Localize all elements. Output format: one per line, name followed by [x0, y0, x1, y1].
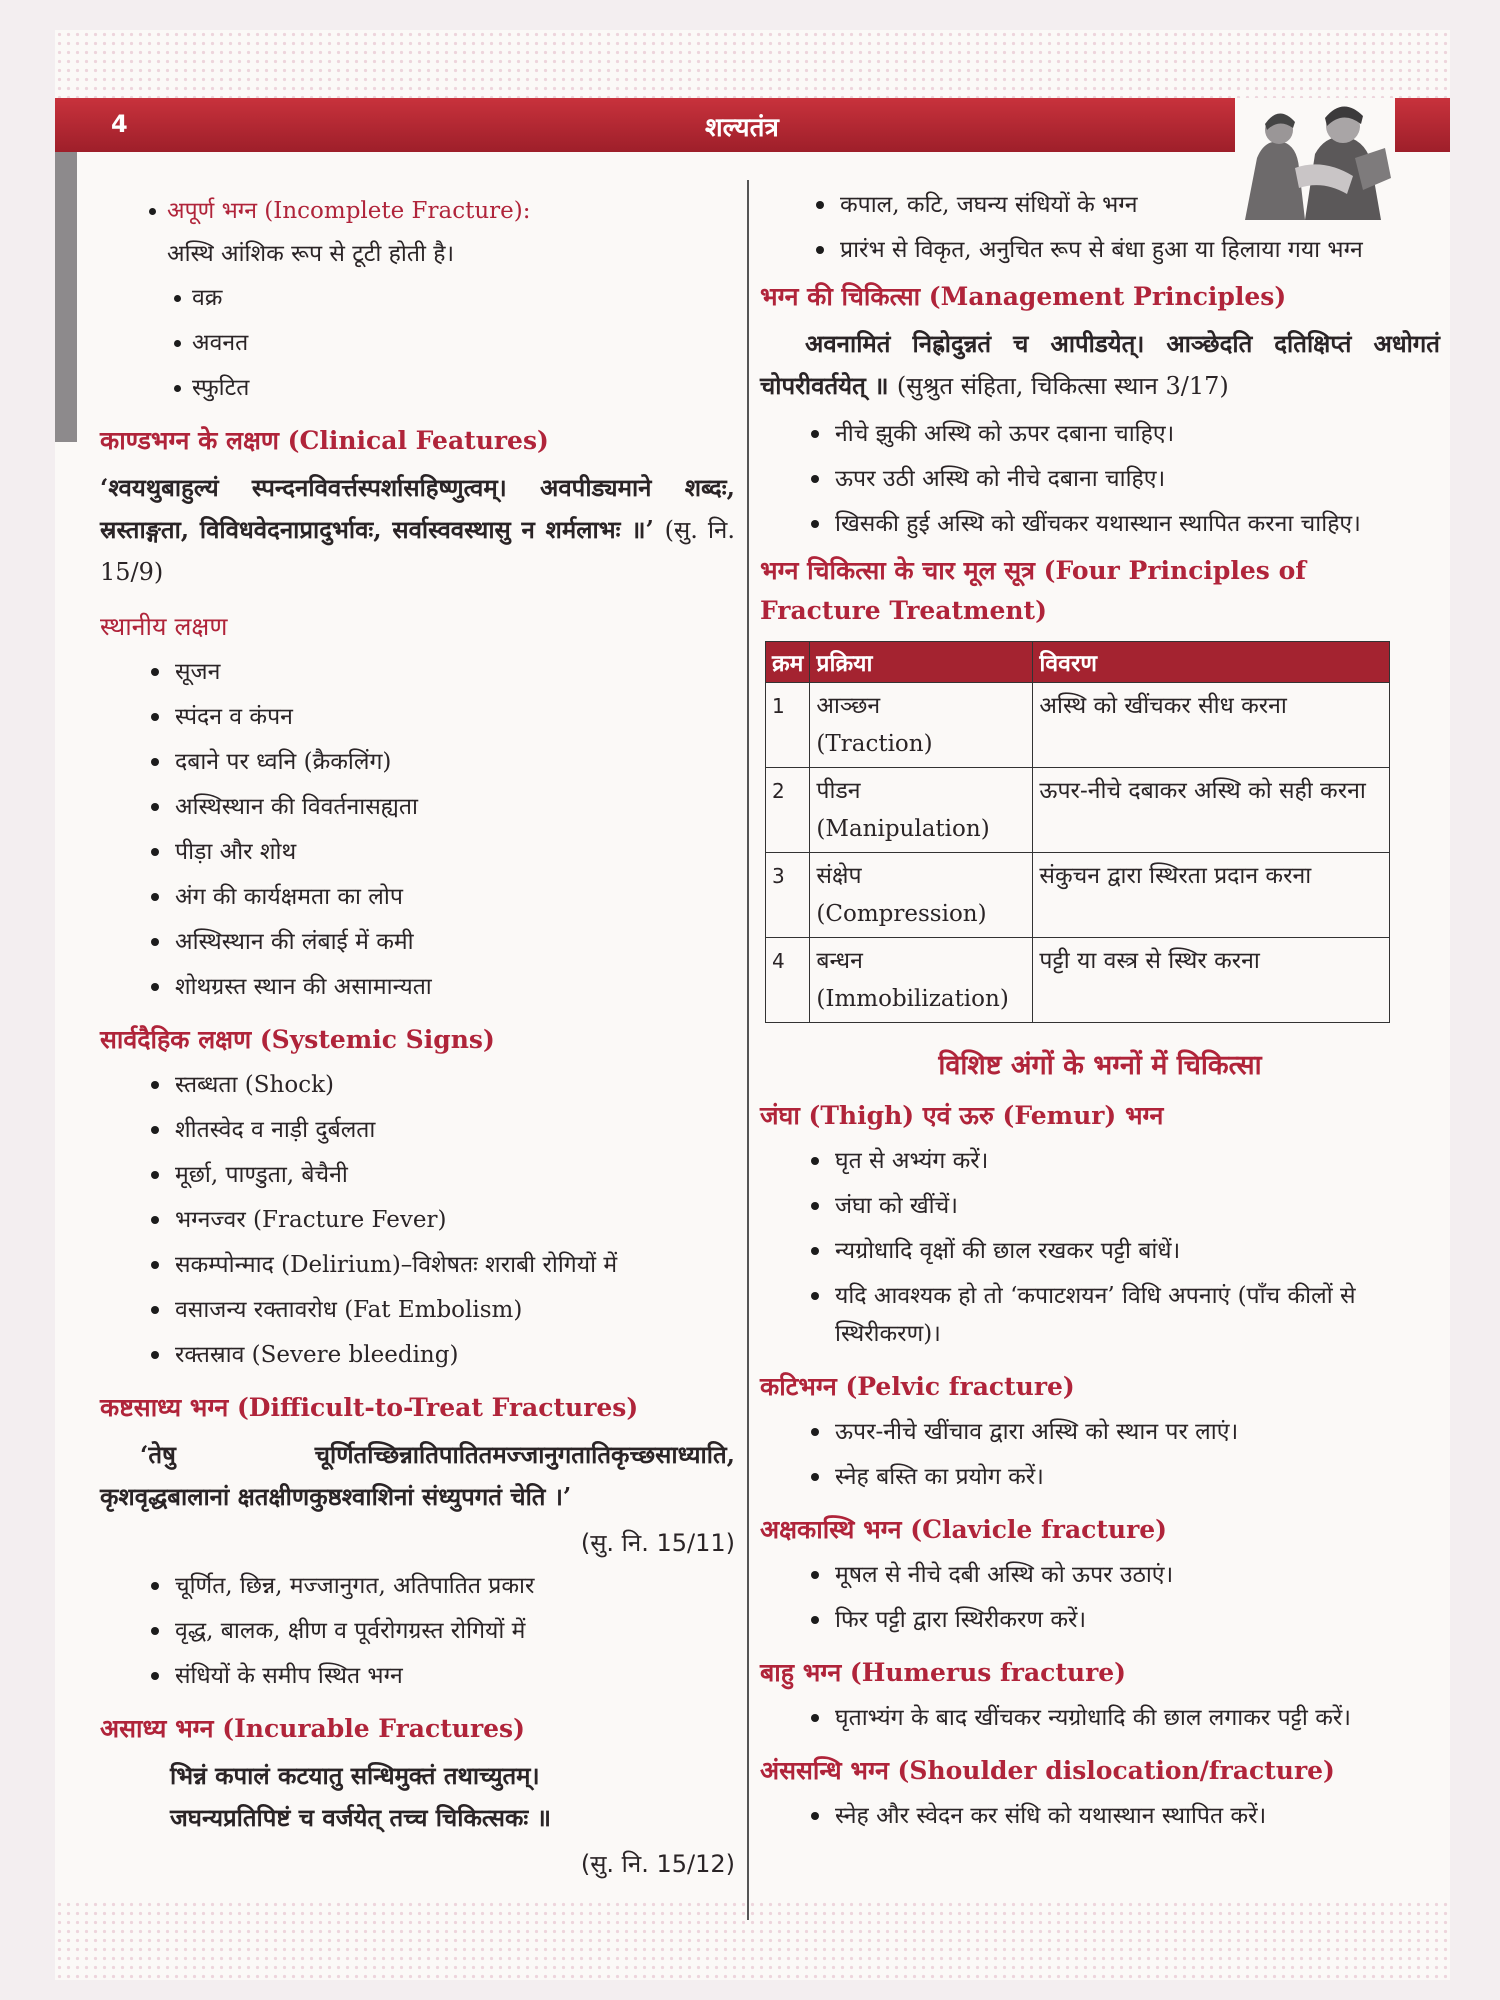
- verse-text: अवनामितं निह्रोदुन्नतं च आपीडयेत्। आञ्छेदति दतिक्षिप्तं अधोगतं चोपरीवर्तयेत् ॥: [760, 329, 1440, 400]
- incurable-fractures-heading: असाध्य भग्न (Incurable Fractures): [100, 1714, 525, 1743]
- list-item: सूजन: [145, 653, 735, 691]
- row-number: 4: [766, 938, 810, 1023]
- list-item: अंग की कार्यक्षमता का लोप: [145, 878, 735, 916]
- list-item: अस्थिस्थान की विवर्तनासह्यता: [145, 788, 735, 826]
- column-header: क्रम: [766, 642, 810, 683]
- procedure-english: (Manipulation): [816, 816, 990, 842]
- list-item: चूर्णित, छिन्न, मज्जानुगत, अतिपातित प्रकार: [145, 1567, 735, 1605]
- list-item: मूर्छा, पाण्डुता, बेचैनी: [145, 1156, 735, 1194]
- difficult-fractures-verse: ‘तेषु चूर्णितच्छिन्नातिपातितमज्जानुगतातिकृच्छसाध्याति, कृशवृद्धबालानां क्षतक्षीणकुष्ठश्वाशिनां संध्युपगतं चेति ।’: [100, 1440, 735, 1511]
- local-signs-heading: स्थानीय लक्षण: [100, 612, 228, 641]
- running-title: शल्यतंत्र: [705, 113, 779, 143]
- description-cell: संकुचन द्वारा स्थिरता प्रदान करना: [1033, 853, 1390, 938]
- management-heading: भग्न की चिकित्सा (Management Principles): [760, 282, 1287, 311]
- humerus-fracture-list: [805, 1699, 1440, 1737]
- incurable-verse-reference: (सु. नि. 15/12): [580, 1850, 735, 1878]
- column-header: प्रक्रिया: [810, 642, 1033, 683]
- left-column: [100, 190, 735, 1888]
- list-item: [145, 192, 735, 230]
- verse-line: भिन्नं कपालं कटयातु सन्धिमुक्तं तथाच्युतम्।: [170, 1761, 540, 1790]
- list-item: कपाल, कटि, जघन्य संधियों के भग्न: [810, 186, 1440, 224]
- list-item: फिर पट्टी द्वारा स्थिरीकरण करें।: [805, 1601, 1440, 1639]
- right-column: [760, 190, 1440, 1842]
- shoulder-fracture-heading: अंससन्धि भग्न (Shoulder dislocation/fracture): [760, 1756, 1335, 1785]
- difficult-verse-reference: (सु. नि. 15/11): [580, 1529, 735, 1557]
- list-item: न्यग्रोधादि वृक्षों की छाल रखकर पट्टी बांधें।: [805, 1232, 1440, 1270]
- incomplete-fracture-desc: अस्थि आंशिक रूप से टूटी होती है।: [167, 241, 455, 267]
- list-item: स्तब्धता (Shock): [145, 1066, 735, 1104]
- four-principles-table: [765, 641, 1390, 1023]
- difficult-fractures-list: [145, 1567, 735, 1695]
- description-cell: अस्थि को खींचकर सीध करना: [1033, 683, 1390, 768]
- procedure-cell: [810, 768, 1033, 853]
- incomplete-fracture-label: अपूर्ण भग्न (Incomplete Fracture):: [167, 198, 531, 224]
- book-page: [55, 30, 1450, 1980]
- clavicle-fracture-list: [805, 1556, 1440, 1639]
- procedure-name: पीडन: [816, 778, 861, 804]
- heading-line: Fracture Treatment): [760, 596, 1047, 625]
- table-row: [766, 683, 1390, 768]
- procedure-name: बन्धन: [816, 948, 863, 974]
- list-item: रक्तस्राव (Severe bleeding): [145, 1336, 735, 1374]
- list-item: स्नेह और स्वेदन कर संधि को यथास्थान स्थापित करें।: [805, 1797, 1440, 1835]
- list-item: संधियों के समीप स्थित भग्न: [145, 1657, 735, 1695]
- difficult-fractures-heading: कष्टसाध्य भग्न (Difficult-to-Treat Fractures): [100, 1393, 639, 1422]
- clinical-features-heading: काण्डभग्न के लक्षण (Clinical Features): [100, 426, 549, 455]
- procedure-english: (Compression): [816, 901, 987, 927]
- list-item: दबाने पर ध्वनि (क्रैकलिंग): [145, 743, 735, 781]
- procedure-name: आञ्छन: [816, 693, 881, 719]
- list-item: वसाजन्य रक्तावरोध (Fat Embolism): [145, 1291, 735, 1329]
- systemic-signs-list: [145, 1066, 735, 1374]
- procedure-name: संक्षेप: [816, 863, 862, 889]
- list-item: सकम्पोन्माद (Delirium)–विशेषतः शराबी रोगियों में: [145, 1246, 735, 1284]
- verse-reference: (सुश्रुत संहिता, चिकित्सा स्थान 3/17): [896, 372, 1229, 400]
- procedure-cell: [810, 853, 1033, 938]
- list-item: स्फुटित: [170, 369, 735, 407]
- column-header: विवरण: [1033, 642, 1390, 683]
- list-item: अवनत: [170, 324, 735, 362]
- incomplete-fracture-list: [145, 192, 735, 230]
- row-number: 1: [766, 683, 810, 768]
- specific-organs-heading: विशिष्ट अंगों के भग्नों में चिकित्सा: [938, 1050, 1262, 1081]
- decorative-dot-pattern-bottom: [55, 1900, 1450, 1980]
- management-verse: [760, 323, 1440, 407]
- list-item: नीचे झुकी अस्थि को ऊपर दबाना चाहिए।: [805, 415, 1440, 453]
- thigh-fracture-list: [805, 1142, 1440, 1353]
- procedure-cell: [810, 938, 1033, 1023]
- list-item: ऊपर उठी अस्थि को नीचे दबाना चाहिए।: [805, 460, 1440, 498]
- list-item: स्पंदन व कंपन: [145, 698, 735, 736]
- list-item: वृद्ध, बालक, क्षीण व पूर्वरोगग्रस्त रोगियों में: [145, 1612, 735, 1650]
- column-divider: [747, 180, 749, 1920]
- table-header-row: [766, 642, 1390, 683]
- list-item: घृत से अभ्यंग करें।: [805, 1142, 1440, 1180]
- margin-strip: [55, 152, 77, 442]
- table-row: [766, 853, 1390, 938]
- list-item: वक्र: [170, 279, 735, 317]
- verse-line: जघन्यप्रतिपिष्टं च वर्जयेत् तच्च चिकित्सकः ॥: [170, 1803, 551, 1832]
- page-number: 4: [111, 110, 128, 138]
- table-row: [766, 938, 1390, 1023]
- clavicle-fracture-heading: अक्षकास्थि भग्न (Clavicle fracture): [760, 1515, 1168, 1544]
- humerus-fracture-heading: बाहु भग्न (Humerus fracture): [760, 1658, 1126, 1687]
- procedure-english: (Traction): [816, 731, 933, 757]
- procedure-cell: [810, 683, 1033, 768]
- procedure-english: (Immobilization): [816, 986, 1009, 1012]
- list-item: घृताभ्यंग के बाद खींचकर न्यग्रोधादि की छाल लगाकर पट्टी करें।: [805, 1699, 1440, 1737]
- management-list: [805, 415, 1440, 543]
- list-item: शोथग्रस्त स्थान की असामान्यता: [145, 968, 735, 1006]
- description-cell: ऊपर-नीचे दबाकर अस्थि को सही करना: [1033, 768, 1390, 853]
- list-item: प्रारंभ से विकृत, अनुचित रूप से बंधा हुआ या हिलाया गया भग्न: [810, 231, 1440, 269]
- systemic-signs-heading: सार्वदैहिक लक्षण (Systemic Signs): [100, 1025, 495, 1054]
- row-number: 3: [766, 853, 810, 938]
- description-cell: पट्टी या वस्त्र से स्थिर करना: [1033, 938, 1390, 1023]
- list-item: स्नेह बस्ति का प्रयोग करें।: [805, 1458, 1440, 1496]
- list-item: पीड़ा और शोथ: [145, 833, 735, 871]
- table-row: [766, 768, 1390, 853]
- list-item: जंघा को खींचें।: [805, 1187, 1440, 1225]
- pelvic-fracture-heading: कटिभग्न (Pelvic fracture): [760, 1372, 1075, 1401]
- list-item: मूषल से नीचे दबी अस्थि को ऊपर उठाएं।: [805, 1556, 1440, 1594]
- clinical-features-verse: [100, 467, 735, 593]
- list-item: यदि आवश्यक हो तो ‘कपाटशयन’ विधि अपनाएं (पाँच कीलों से स्थिरीकरण)।: [805, 1277, 1440, 1353]
- incurable-fractures-verse: [170, 1755, 695, 1839]
- pelvic-fracture-list: [805, 1413, 1440, 1496]
- list-item: अस्थिस्थान की लंबाई में कमी: [145, 923, 735, 961]
- page-header-bar: [55, 98, 1450, 152]
- list-item: शीतस्वेद व नाड़ी दुर्बलता: [145, 1111, 735, 1149]
- four-principles-heading: [760, 551, 1440, 631]
- non-treatable-list: [810, 186, 1440, 269]
- row-number: 2: [766, 768, 810, 853]
- verse-reference: (सु. नि. 15/9): [100, 516, 736, 586]
- list-item: भग्नज्वर (Fracture Fever): [145, 1201, 735, 1239]
- list-item: खिसकी हुई अस्थि को खींचकर यथास्थान स्थापित करना चाहिए।: [805, 505, 1440, 543]
- shoulder-fracture-list: [805, 1797, 1440, 1835]
- heading-line: भग्न चिकित्सा के चार मूल सूत्र (Four Principles of: [760, 556, 1307, 585]
- local-signs-list: [145, 653, 735, 1006]
- verse-text: ‘श्वयथुबाहुल्यं स्पन्दनविवर्त्तस्पर्शासहिष्णुत्वम्। अवपीड्यमाने शब्दः, स्रस्ताङ्गता, विविधवेदनाप्रादुर्भावः, सर्वास्ववस्थासु न शर्मलाभः ॥’: [100, 473, 735, 544]
- thigh-fracture-heading: जंघा (Thigh) एवं ऊरु (Femur) भग्न: [760, 1101, 1164, 1130]
- list-item: ऊपर-नीचे खींचाव द्वारा अस्थि को स्थान पर लाएं।: [805, 1413, 1440, 1451]
- incomplete-types-list: [170, 279, 735, 407]
